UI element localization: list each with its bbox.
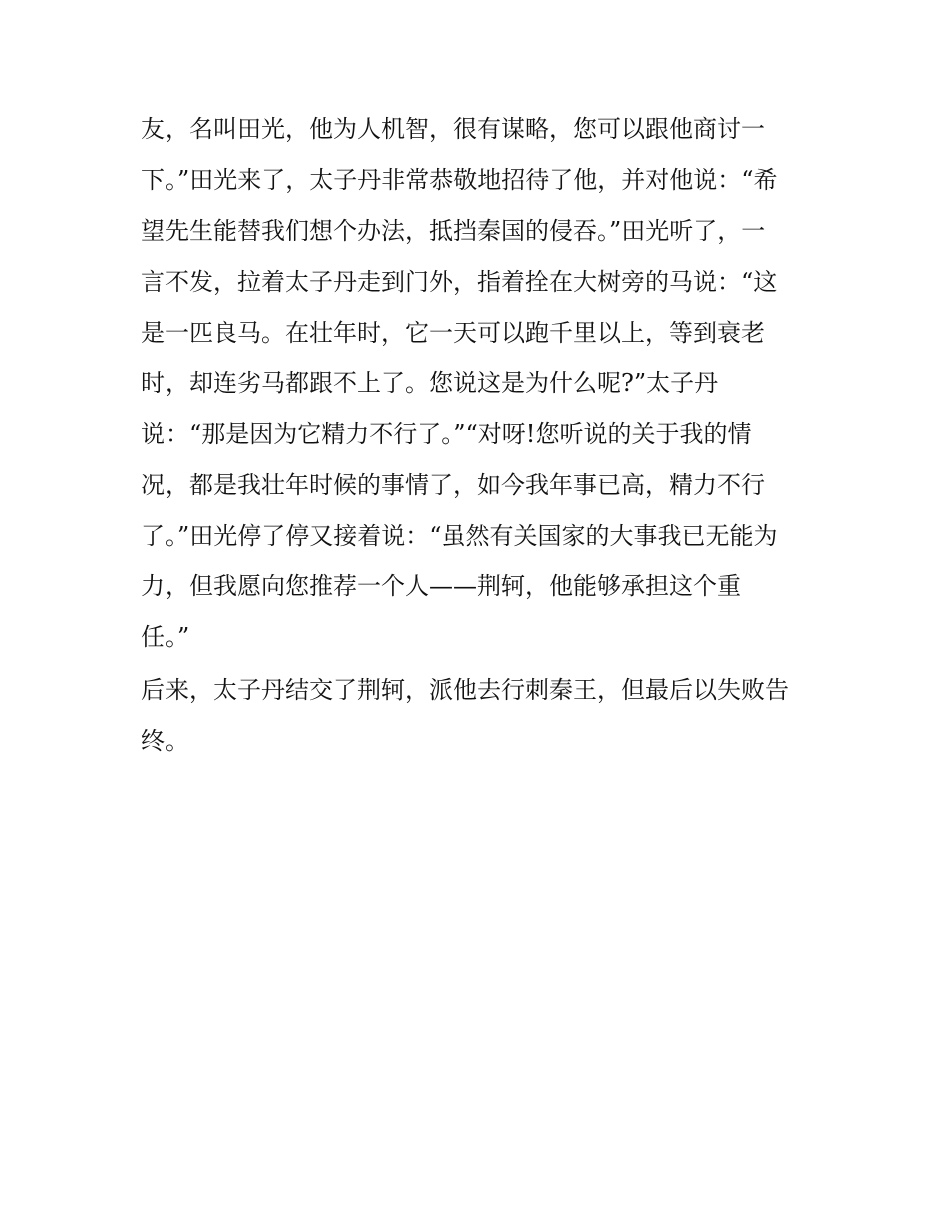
- text-line: 说：“那是因为它精力不行了。”“对呀!您听说的关于我的情: [141, 420, 752, 448]
- text-line: 是一匹良马。在壮年时，它一天可以跑千里以上，等到衰老: [141, 319, 765, 347]
- text-line: 了。”田光停了停又接着说：“虽然有关国家的大事我已无能为: [141, 522, 778, 550]
- text-line: 下。”田光来了，太子丹非常恭敬地招待了他，并对他说：“希: [141, 166, 778, 194]
- text-line: 任。”: [141, 623, 190, 651]
- text-line: 言不发，拉着太子丹走到门外，指着拴在大树旁的马说：“这: [141, 268, 778, 296]
- text-line: 友，名叫田光，他为人机智，很有谋略，您可以跟他商讨一: [141, 115, 765, 143]
- text-line: 时，却连劣马都跟不上了。您说这是为什么呢?”太子丹: [141, 369, 719, 397]
- text-line: 况，都是我壮年时候的事情了，如今我年事已高，精力不行: [141, 471, 765, 499]
- text-line: 力，但我愿向您推荐一个人——荆轲，他能够承担这个重: [141, 572, 741, 600]
- text-line: 望先生能替我们想个办法，抵挡秦国的侵吞。”田光听了，一: [141, 217, 766, 245]
- text-line: 后来，太子丹结交了荆轲，派他去行刺秦王，但最后以失败告: [141, 676, 789, 704]
- text-line: 终。: [141, 727, 189, 755]
